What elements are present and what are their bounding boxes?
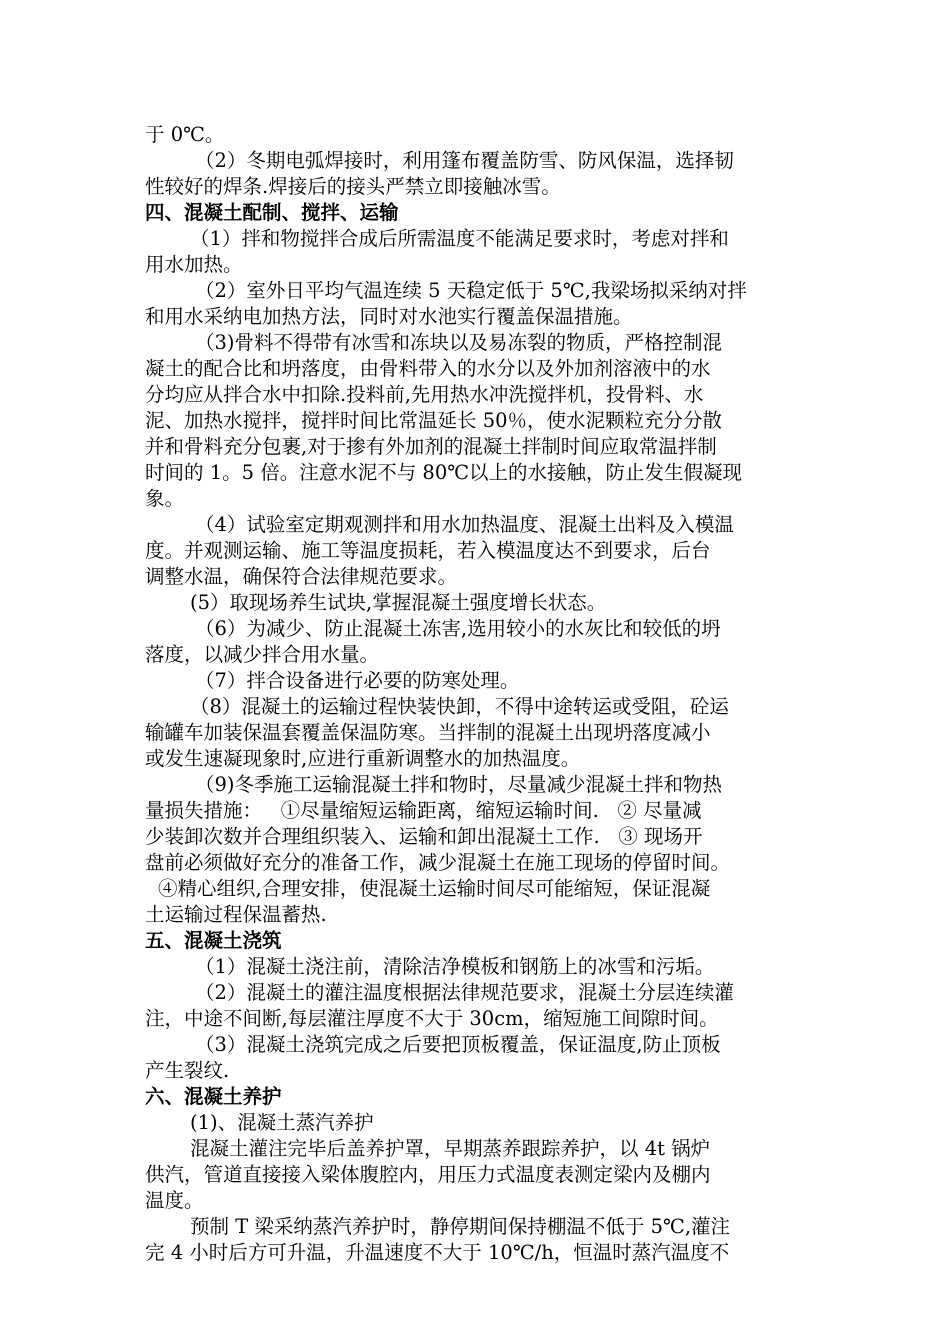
text-line: (5）取现场养生试块,掌握混凝土强度增长状态。 <box>190 591 607 614</box>
text-line: （3）混凝土浇筑完成之后要把顶板覆盖，保证温度,防止顶板 <box>195 1033 721 1056</box>
text-line: 少装卸次数并合理组织装入、运输和卸出混凝土工作. ③ 现场开 <box>145 825 703 848</box>
text-line: ④精心组织,合理安排，使混凝土运输时间尽可能缩短，保证混凝 <box>158 877 711 900</box>
text-line: 性较好的焊条.焊接后的接头严禁立即接触冰雪。 <box>145 175 561 198</box>
text-line: 调整水温，确保符合法律规范要求。 <box>145 565 458 588</box>
text-line: 泥、加热水搅拌，搅拌时间比常温延长 50％，使水泥颗粒充分分散 <box>145 409 723 432</box>
text-line: （1）拌和物搅拌合成后所需温度不能满足要求时，考虑对拌和 <box>190 227 729 250</box>
text-line: （2）混凝土的灌注温度根据法律规范要求，混凝土分层连续灌 <box>195 981 734 1004</box>
section-heading: 六、混凝土养护 <box>145 1085 282 1108</box>
text-line: 或发生速凝现象时,应进行重新调整水的加热温度。 <box>145 747 581 770</box>
text-line: 落度，以减少拌合用水量。 <box>145 643 380 666</box>
section-heading: 五、混凝土浇筑 <box>145 929 282 952</box>
text-line: (1)、混凝土蒸汽养护 <box>190 1111 374 1134</box>
text-line: （1）混凝土浇注前，清除洁净模板和钢筋上的冰雪和污垢。 <box>195 955 715 978</box>
text-line: 用水加热。 <box>145 253 243 276</box>
text-line: （3)骨料不得带有冰雪和冻块以及易冻裂的物质，严格控制混 <box>195 331 723 354</box>
text-line: 产生裂纹. <box>145 1059 230 1082</box>
text-line: 供汽，管道直接接入梁体腹腔内，用压力式温度表测定梁内及棚内 <box>145 1163 711 1186</box>
text-line: （2）室外日平均气温连续 5 天稳定低于 5℃,我梁场拟采纳对拌 <box>195 279 747 302</box>
text-line: 于 0℃。 <box>145 123 225 146</box>
text-line: 量损失措施： ①尽量缩短运输距离，缩短运输时间. ② 尽量减 <box>145 799 702 822</box>
text-line: （6）为减少、防止混凝土冻害,选用较小的水灰比和较低的坍 <box>195 617 721 640</box>
text-line: 完 4 小时后方可升温，升温速度不大于 10℃/h，恒温时蒸汽温度不 <box>145 1241 730 1264</box>
text-line: （9)冬季施工运输混凝土拌和物时，尽量减少混凝土拌和物热 <box>195 773 723 796</box>
text-line: 混凝土灌注完毕后盖养护罩，早期蒸养跟踪养护，以 4t 锅炉 <box>190 1137 711 1160</box>
text-line: 输罐车加装保温套覆盖保温防寒。当拌制的混凝土出现坍落度减小 <box>145 721 711 744</box>
text-line: 凝土的配合比和坍落度，由骨料带入的水分以及外加剂溶液中的水 <box>145 357 711 380</box>
text-line: 象。 <box>145 487 185 510</box>
section-heading: 四、混凝土配制、搅拌、运输 <box>145 201 399 224</box>
text-line: 预制 T 梁采纳蒸汽养护时，静停期间保持棚温不低于 5℃,灌注 <box>190 1215 731 1238</box>
text-line: 度。并观测运输、施工等温度损耗，若入模温度达不到要求，后台 <box>145 539 711 562</box>
text-line: 和用水采纳电加热方法，同时对水池实行覆盖保温措施。 <box>145 305 633 328</box>
text-line: （7）拌合设备进行必要的防寒处理。 <box>195 669 520 692</box>
text-line: 分均应从拌合水中扣除.投料前,先用热水冲洗搅拌机，投骨料、水 <box>145 383 704 406</box>
text-line: 盘前必须做好充分的准备工作，减少混凝土在施工现场的停留时间。 <box>145 851 731 874</box>
text-line: 注，中途不间断,每层灌注厚度不大于 30cm，缩短施工间隙时间。 <box>145 1007 719 1030</box>
text-line: 并和骨料充分包裹,对于掺有外加剂的混凝土拌制时间应取常温拌制 <box>145 435 717 458</box>
text-line: 时间的 1。5 倍。注意水泥不与 80℃以上的水接触，防止发生假凝现 <box>145 461 743 484</box>
text-line: （2）冬期电弧焊接时，利用篷布覆盖防雪、防风保温，选择韧 <box>195 149 734 172</box>
text-line: （4）试验室定期观测拌和用水加热温度、混凝土出料及入模温 <box>195 513 734 536</box>
text-line: 温度。 <box>145 1189 204 1212</box>
text-line: （8）混凝土的运输过程快装快卸，不得中途转运或受阻，砼运 <box>190 695 729 718</box>
text-line: 土运输过程保温蓄热. <box>145 903 327 926</box>
